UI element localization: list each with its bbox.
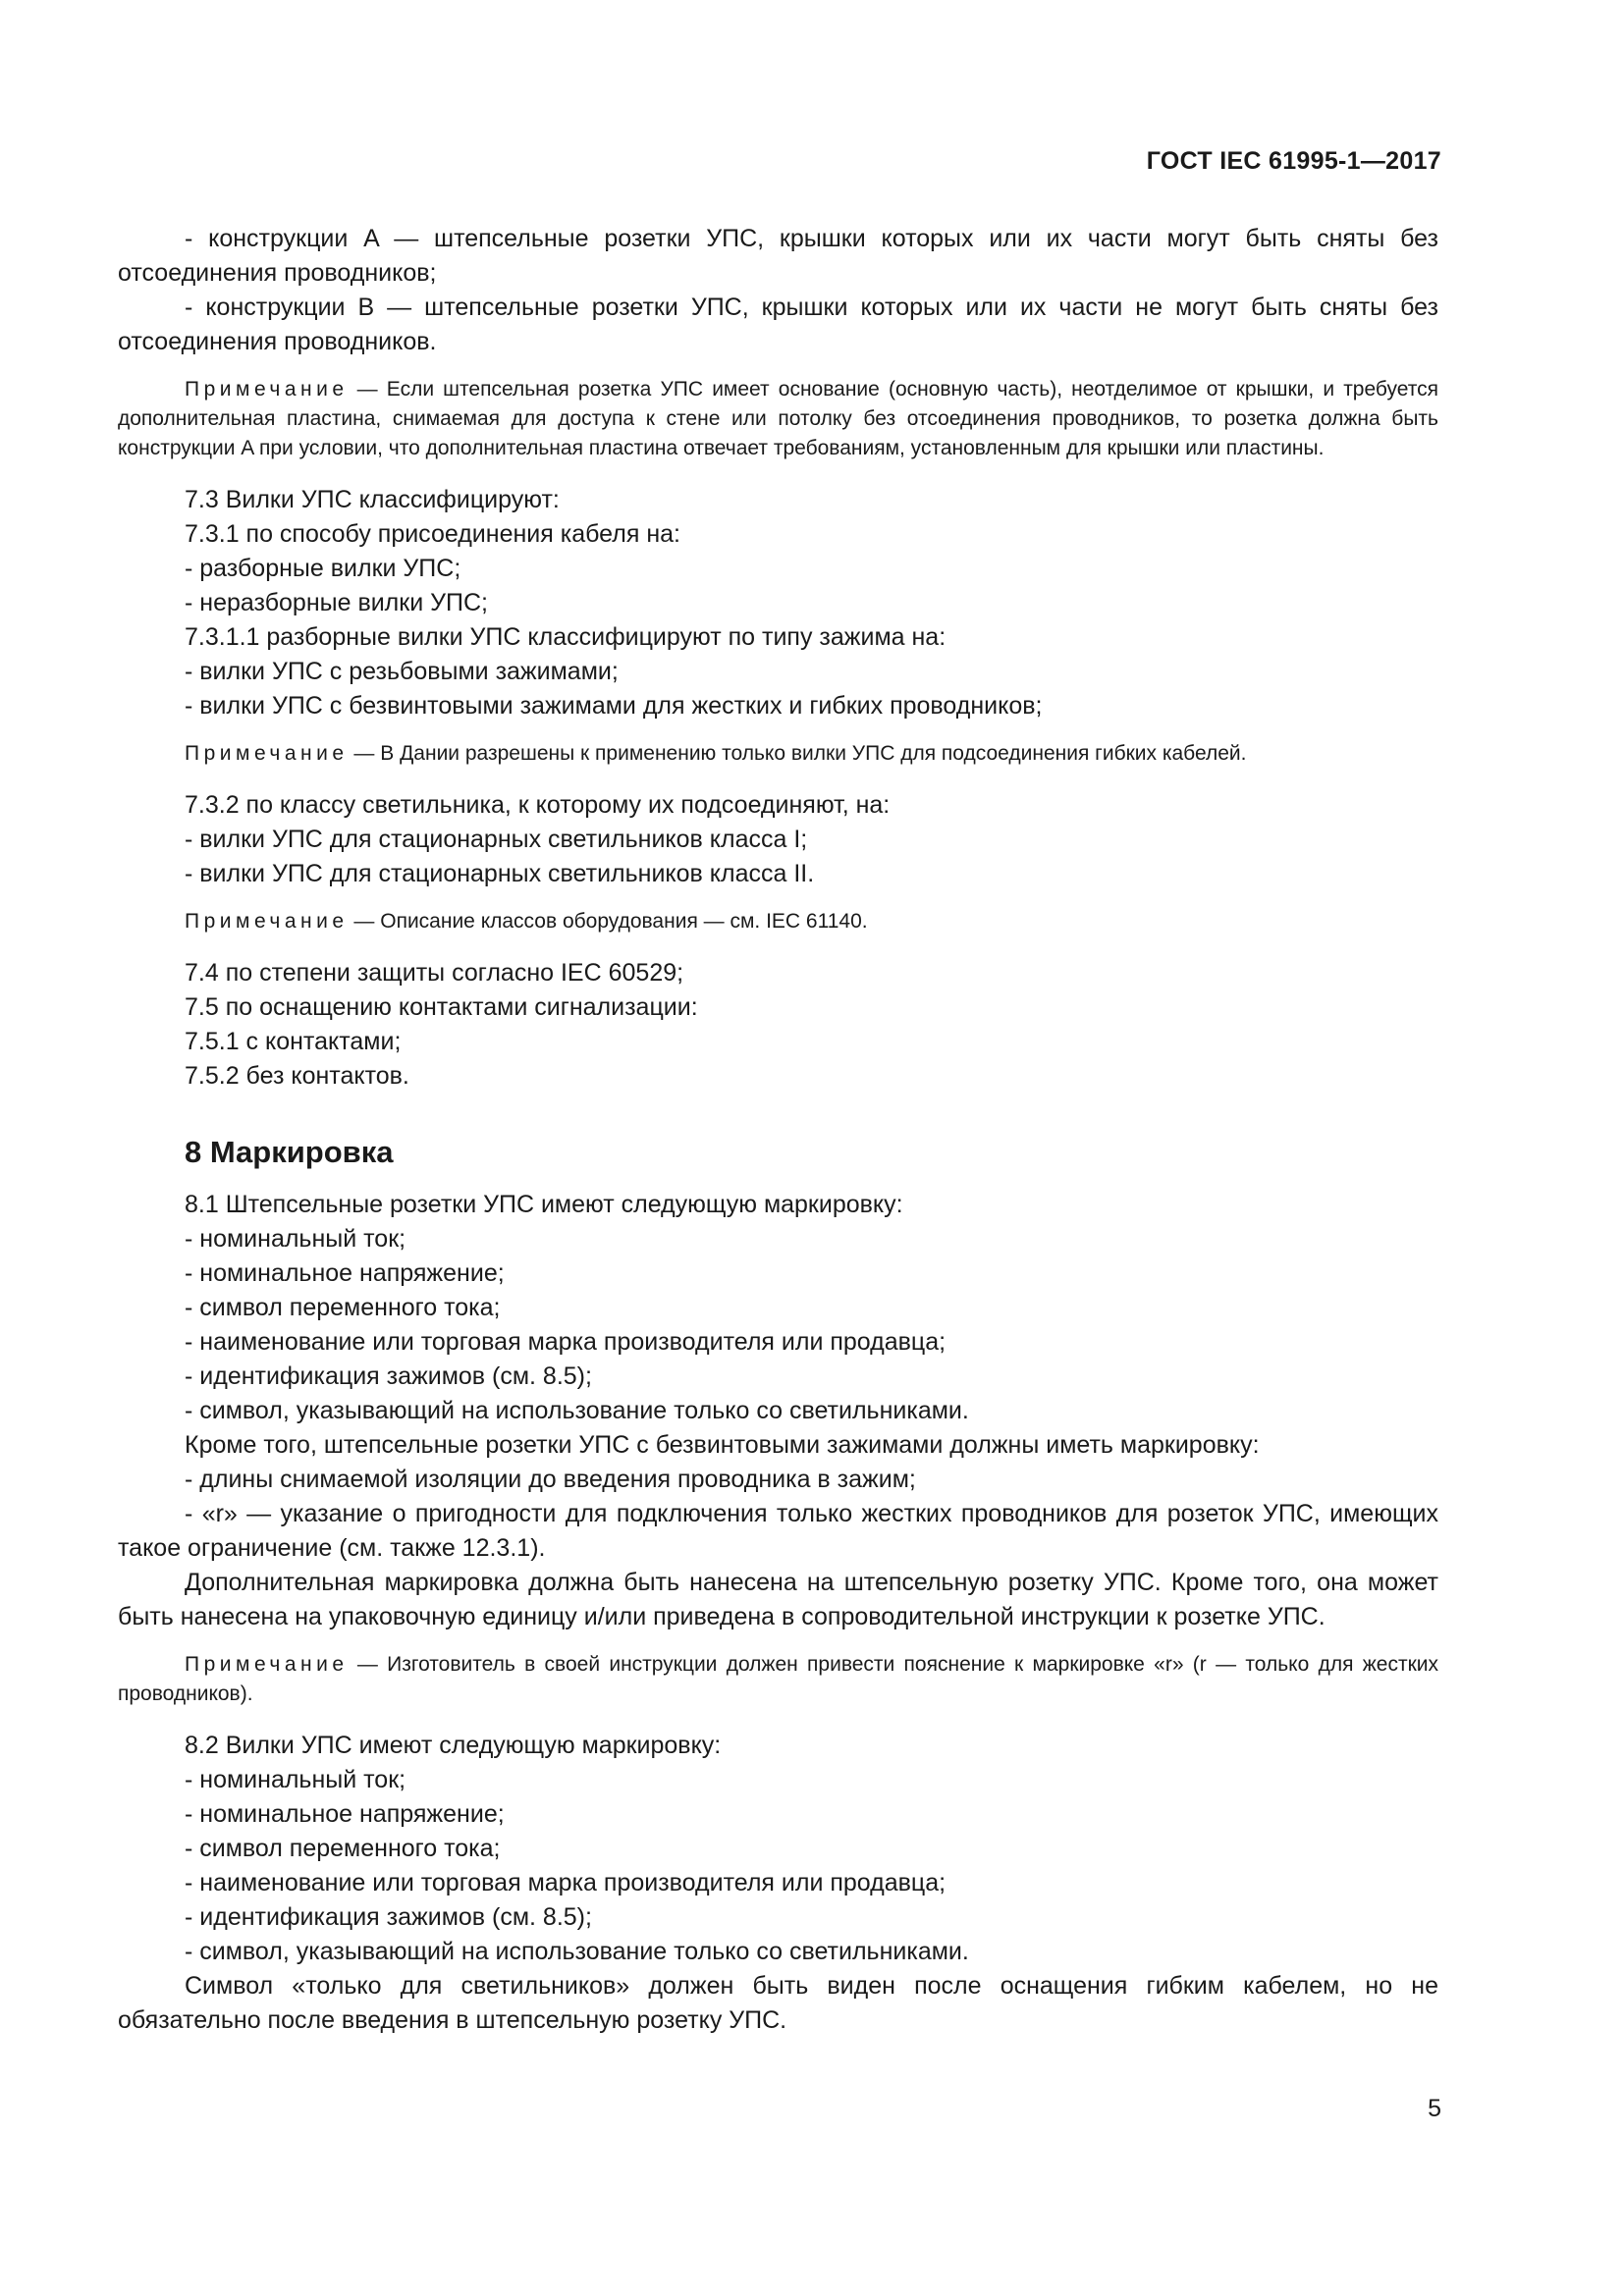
list-item: - номинальный ток; <box>185 1766 406 1793</box>
list-item: - наименование или торговая марка производителя или продавца; <box>185 1869 947 1896</box>
note-4 <box>118 1650 1438 1709</box>
list-item: - символ, указывающий на использование только со светильниками. <box>185 1938 969 1965</box>
list-item: - вилки УПС для стационарных светильников класса II. <box>185 860 815 887</box>
list-item: - символ, указывающий на использование только со светильниками. <box>185 1397 969 1424</box>
clause-8-1: 8.1 Штепсельные розетки УПС имеют следующую маркировку: <box>185 1191 903 1218</box>
list-item: - разборные вилки УПС; <box>185 555 461 582</box>
page-number: 5 <box>1428 2095 1441 2122</box>
clause-7-3-1-1: 7.3.1.1 разборные вилки УПС классифицируют по типу зажима на: <box>185 623 947 651</box>
note-2-text: — В Дании разрешены к применению только вилки УПС для подсоединения гибких кабелей. <box>348 742 1247 765</box>
list-item: - номинальное напряжение; <box>185 1800 505 1828</box>
paragraph-8-1-extra: Кроме того, штепсельные розетки УПС с безвинтовыми зажимами должны иметь маркировку: <box>185 1431 1260 1459</box>
clause-7-3-1: 7.3.1 по способу присоединения кабеля на: <box>185 520 680 548</box>
list-item: - идентификация зажимов (см. 8.5); <box>185 1362 592 1390</box>
clause-7-4: 7.4 по степени защиты согласно IEC 60529; <box>185 959 684 987</box>
page-content <box>118 222 1438 2038</box>
note-label: Примечание <box>185 1653 349 1676</box>
list-item: - номинальный ток; <box>185 1225 406 1253</box>
document-id-header: ГОСТ IEC 61995-1—2017 <box>1146 147 1441 175</box>
clause-7-5-2: 7.5.2 без контактов. <box>185 1062 409 1090</box>
paragraph-8-1-additional: Дополнительная маркировка должна быть нанесена на штепсельную розетку УПС. Кроме того, она может быть нанесена на упаковочную единицу и/или приведена в сопроводительной инструкции к розетке УПС. <box>118 1569 1438 1630</box>
note-1-text: — Если штепсельная розетка УПС имеет основание (основную часть), неотделимое от крышки, и требуется дополнительная пластина, снимаемая для доступа к стене или потолку без отсоединения проводников, то розетка должна быть конструкции A при условии, что дополнительная пластина отвечает требованиям, установленным для крышки или пластины. <box>118 378 1438 459</box>
paragraph-construction-a: - конструкции A — штепсельные розетки УПС, крышки которых или их части могут быть сняты без отсоединения проводников; <box>118 225 1438 287</box>
clause-7-3: 7.3 Вилки УПС классифицируют: <box>185 486 560 513</box>
list-item: - наименование или торговая марка производителя или продавца; <box>185 1328 947 1356</box>
clause-7-3-2: 7.3.2 по классу светильника, к которому их подсоединяют, на: <box>185 791 891 819</box>
list-item: - номинальное напряжение; <box>185 1259 505 1287</box>
clause-7-5-1: 7.5.1 с контактами; <box>185 1028 402 1055</box>
list-item: - «r» — указание о пригодности для подключения только жестких проводников для розеток УПС, имеющих такое ограничение (см. также 12.3.1). <box>118 1500 1438 1562</box>
list-item: - символ переменного тока; <box>185 1835 501 1862</box>
list-item: - неразборные вилки УПС; <box>185 589 488 616</box>
paragraph-construction-b: - конструкции B — штепсельные розетки УПС, крышки которых или их части не могут быть сняты без отсоединения проводников. <box>118 294 1438 355</box>
list-item: - вилки УПС для стационарных светильников класса I; <box>185 826 808 853</box>
list-item: - вилки УПС с резьбовыми зажимами; <box>185 658 619 685</box>
note-3-text: — Описание классов оборудования — см. IEC 61140. <box>348 910 868 933</box>
section-8-title: 8 Маркировка <box>185 1135 394 1169</box>
clause-8-2: 8.2 Вилки УПС имеют следующую маркировку: <box>185 1732 722 1759</box>
note-1 <box>118 375 1438 463</box>
note-label: Примечание <box>185 378 349 400</box>
note-4-text: — Изготовитель в своей инструкции должен привести пояснение к маркировке «r» (r — только для жестких проводников). <box>118 1653 1438 1705</box>
list-item: - символ переменного тока; <box>185 1294 501 1321</box>
note-label: Примечание <box>185 742 349 765</box>
paragraph-8-2-symbol: Символ «только для светильников» должен быть виден после оснащения гибким кабелем, но не обязательно после введения в штепсельную розетку УПС. <box>118 1972 1438 2034</box>
list-item: - вилки УПС с безвинтовыми зажимами для жестких и гибких проводников; <box>185 692 1043 720</box>
list-item: - идентификация зажимов (см. 8.5); <box>185 1903 592 1931</box>
clause-7-5: 7.5 по оснащению контактами сигнализации: <box>185 993 698 1021</box>
list-item: - длины снимаемой изоляции до введения проводника в зажим; <box>185 1466 916 1493</box>
note-label: Примечание <box>185 910 349 933</box>
note-3 <box>118 907 1438 936</box>
note-2 <box>118 739 1438 769</box>
